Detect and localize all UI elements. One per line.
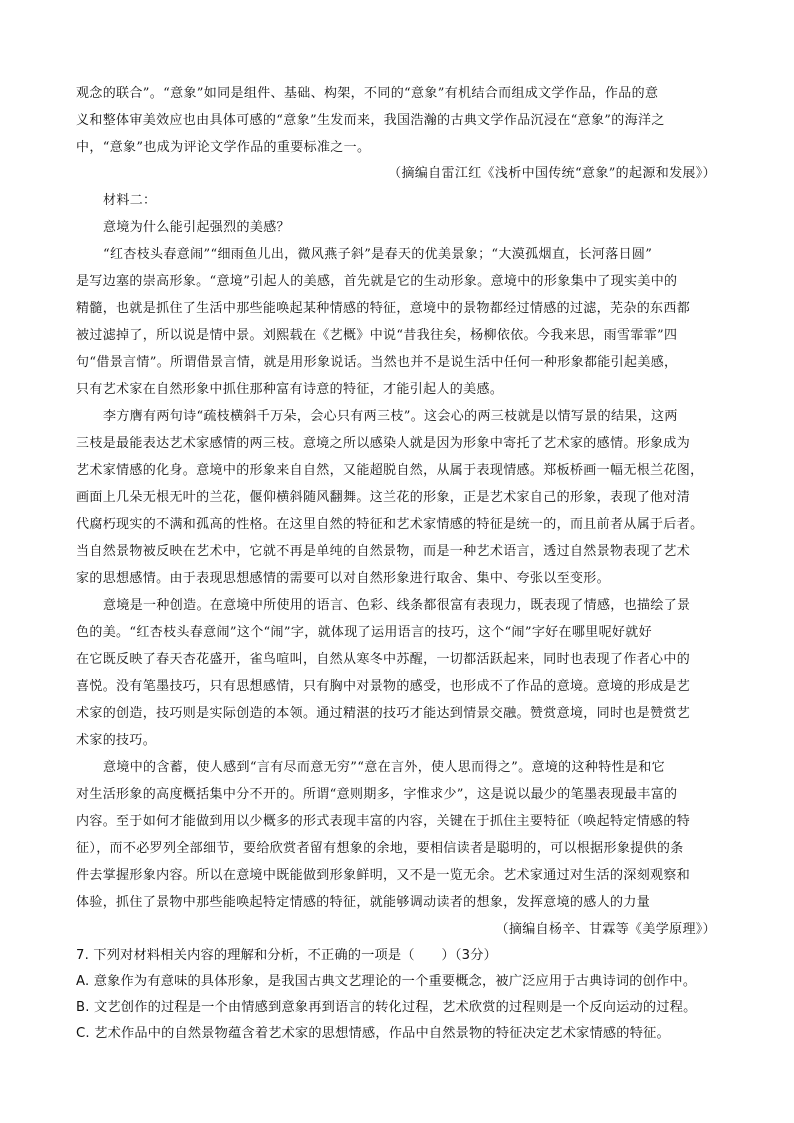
paragraph-line: 在它既反映了春天杏花盛开，雀鸟喧叫，自然从寒冬中苏醒，一切都活跃起来，同时也表现了作者心中的 — [76, 652, 691, 667]
paragraph-line: 术家的技巧。 — [76, 733, 157, 748]
paragraph-line: 体验，抓住了景物中那些能唤起特定情感的特征，就能够调动读者的想象，发挥意境的感人的力量 — [76, 895, 651, 910]
paragraph-line: 色的美。“红杏枝头春意闹”这个“闹”字，就体现了运用语言的技巧，这个“闹”字好在哪里呢好就好 — [76, 625, 652, 640]
question-option-a: A. 意象作为有意味的具体形象，是我国古典文艺理论的一个重要概念，被广泛应用于古典诗词的创作中。 — [76, 974, 697, 989]
question-option-c: C. 艺术作品中的自然景物蕴含着艺术家的思想情感，作品中自然景物的特征决定艺术家情感的特征。 — [76, 1026, 670, 1041]
material2-source: （摘编自杨辛、甘霖等《美学原理》） — [495, 922, 716, 937]
paragraph-line: 李方膺有两句诗“疏枝横斜千万朵，会心只有两三枝”。这会心的两三枝就是以情写景的结果，这两 — [103, 409, 678, 424]
paragraph-line: 对生活形象的高度概括集中分不开的。所谓“意则期多，字惟求少”，这是说以最少的笔墨表现最丰富的 — [76, 787, 678, 802]
paragraph-line: 喜悦。没有笔墨技巧，只有思想感情，只有胸中对景物的感受，也形成不了作品的意境。意境的形成是艺 — [76, 679, 691, 694]
paragraph-line: “红杏枝头春意闹”“细雨鱼儿出，微风燕子斜”是春天的优美景象；“大漠孤烟直，长河落日圆” — [103, 247, 653, 262]
paragraph-line: 内容。至于如何才能做到用以少概多的形式表现丰富的内容，关键在于抓住主要特征（唤起特定情感的特 — [76, 814, 691, 829]
paragraph-line: 精髓，也就是抓住了生活中那些能唤起某种情感的特征，意境中的景物都经过情感的过滤，芜杂的东西都 — [76, 301, 691, 316]
paragraph-line: 三枝是最能表达艺术家感情的两三枝。意境之所以感染人就是因为形象中寄托了艺术家的感情。形象成为 — [76, 436, 691, 451]
paragraph-line: 术家的创造，技巧则是实际创造的本领。通过精湛的技巧才能达到情景交融。赞赏意境，同时也是赞赏艺 — [76, 706, 691, 721]
paragraph-line: 是写边塞的崇高形象。“意境”引起人的美感，首先就是它的生动形象。意境中的形象集中了现实美中的 — [76, 274, 678, 289]
material1-line: 义和整体审美效应也由具体可感的“意象”生发而来，我国浩瀚的古典文学作品沉浸在“意象”的海洋之 — [76, 113, 665, 128]
paragraph-line: 画面上几朵无根无叶的兰花，偃仰横斜随风翻舞。这兰花的形象，正是艺术家自己的形象，表现了他对清 — [76, 490, 691, 505]
material1-source: （摘编自雷江红《浅析中国传统“意象”的起源和发展》） — [388, 166, 716, 181]
paragraph-line: 征），而不必罗列全部细节，要给欣赏者留有想象的余地，要相信读者是聪明的，可以根据形象提供的条 — [76, 841, 684, 856]
paragraph-line: 代腐朽现实的不满和孤高的性格。在这里自然的特征和艺术家情感的特征是统一的，而且前者从属于后者。 — [76, 517, 704, 532]
material1-line: 观念的联合”。“意象”如同是组件、基础、构架，不同的“意象”有机结合而组成文学作品，作品的意 — [76, 86, 659, 101]
paragraph-line: 意境是一种创造。在意境中所使用的语言、色彩、线条都很富有表现力，既表现了情感，也描绘了景 — [103, 598, 691, 613]
paragraph-line: 只有艺术家在自然形象中抓住那种富有诗意的特征，才能引起人的美感。 — [76, 382, 504, 397]
paragraph-line: 意境中的含蓄，使人感到“言有尽而意无穷”“意在言外，使人思而得之”。意境的这种特性是和它 — [103, 760, 665, 775]
paragraph-line: 家的思想感情。由于表现思想感情的需要可以对自然形象进行取舍、集中、夸张以至变形。 — [76, 571, 611, 586]
question-option-b: B. 文艺创作的过程是一个由情感到意象再到语言的转化过程，艺术欣赏的过程则是一个反向运动的过程。 — [76, 1000, 697, 1015]
paragraph-line: 被过滤掉了，所以说是情中景。刘熙载在《艺概》中说“昔我往矣，杨柳依依。今我来思，雨雪霏霏”四 — [76, 328, 678, 343]
paragraph-line: 当自然景物被反映在艺术中，它就不再是单纯的自然景物，而是一种艺术语言，透过自然景物表现了艺术 — [76, 544, 691, 559]
paragraph-line: 件去掌握形象内容。所以在意境中既能做到形象鲜明，又不是一览无余。艺术家通过对生活的深刻观察和 — [76, 868, 691, 883]
question-stem: 7. 下列对材料相关内容的理解和分析，不正确的一项是（ ）（3分） — [76, 948, 497, 963]
material2-subheading: 意境为什么能引起强烈的美感？ — [103, 220, 290, 235]
material1-line: 中，“意象”也成为评论文学作品的重要标准之一。 — [76, 140, 371, 155]
material2-heading: 材料二： — [103, 193, 157, 208]
paragraph-line: 句“借景言情”。所谓借景言情，就是用形象说话。当然也并不是说生活中任何一种形象都能引起美感， — [76, 355, 678, 370]
paragraph-line: 艺术家情感的化身。意境中的形象来自自然，又能超脱自然，从属于表现情感。郑板桥画一幅无根兰花图， — [76, 463, 704, 478]
